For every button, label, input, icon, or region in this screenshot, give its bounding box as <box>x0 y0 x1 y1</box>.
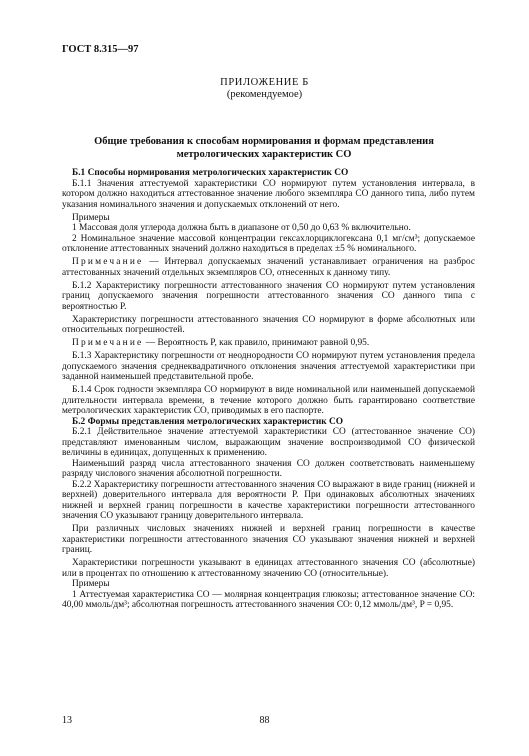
examples-label: Примеры <box>72 212 110 223</box>
section-heading: Б.1 Способы нормирования метрологических характеристик СО <box>72 168 349 178</box>
example-item: 1 Аттестуемая характеристика СО — молярная концентрация глюкозы; аттестованное значение СО: 40,00 ммоль/дм³; абсолютная погрешность аттестованного значения СО: 0,12 ммоль/дм³, P = 0,95. <box>62 589 475 610</box>
document-code: ГОСТ 8.315—97 <box>62 44 139 55</box>
paragraph: Б.1.1 Значения аттестуемой характеристики СО нормируют путем установления интервала, в котором должно находиться аттестованное значение любого экземпляра СО данного типа, либо путем указания номинального значения и допускаемых отклонений от него. <box>62 178 475 210</box>
paragraph: Характеристики погрешности указывают в единицах аттестованного значения СО (абсолютные) или в процентах по отношению к аттестованному значению СО (относительные). <box>62 558 475 579</box>
page-number: 88 <box>259 715 270 726</box>
paragraph: Б.1.2 Характеристику погрешности аттестованного значения СО нормируют путем установления границ допускаемого значения погрешности аттестованного значения СО данного типа с вероятностью P. <box>62 280 475 312</box>
paragraph: Наименьший разряд числа аттестованного значения СО должен соответствовать наименьшему разряду числового значения абсолютной погрешности. <box>62 458 475 479</box>
document-title-line-2: метрологических характеристик СО <box>176 148 352 160</box>
example-item: 2 Номинальное значение массовой концентрации гексахлорциклогексана 0,1 мг/см³; допускаемое отклонение аттестованных значений должно находиться в пределах ±5 % номинального. <box>62 233 475 254</box>
document-body <box>62 168 475 611</box>
section-heading: Б.2 Формы представления метрологических характеристик СО <box>72 416 344 427</box>
document-title <box>62 136 466 161</box>
examples-label: Примеры <box>72 579 110 589</box>
paragraph: Б.2.2 Характеристику погрешности аттестованного значения СО выражают в виде границ (нижней и верхней) доверительного интервала для вероятности P. При одинаковых абсолютных значениях нижней и верхней границ погрешности в качестве характеристики погрешности аттестованного значения СО указывают границу доверительного интервала. <box>62 479 475 521</box>
note <box>62 338 475 349</box>
appendix-title: ПРИЛОЖЕНИЕ Б <box>220 77 309 88</box>
footer-left-number: 13 <box>62 715 72 726</box>
note <box>62 257 475 278</box>
note-text: — Интервал допускаемых значений устанавливает ограничения на разброс аттестованных значений отдельных экземпляров СО, отнесенных к данному типу. <box>62 257 475 278</box>
note-label: Примечание <box>72 338 144 348</box>
document-title-line-1: Общие требования к способам нормирования и формам представления <box>94 136 434 147</box>
example-item: 1 Массовая доля углерода должна быть в диапазоне от 0,50 до 0,63 % включительно. <box>72 223 411 233</box>
paragraph: Характеристику погрешности аттестованного значения СО нормируют в форме абсолютных или относительных погрешностей. <box>62 314 475 335</box>
note-label: Примечание <box>72 257 144 267</box>
paragraph: Б.1.3 Характеристику погрешности от неоднородности СО нормируют путем установления предела допускаемого значения среднеквадратичного отклонения значения аттестуемой характеристики при заданной наименьшей представительной пробе. <box>62 351 475 382</box>
paragraph: Б.1.4 Срок годности экземпляра СО нормируют в виде номинальной или наименьшей допускаемой длительности интервала времени, в течение которого должно быть гарантировано соответствие метрологических характеристик СО, приводимых в его паспорте. <box>62 385 475 416</box>
appendix-subtitle: (рекомендуемое) <box>226 89 303 100</box>
paragraph: При различных числовых значениях нижней и верхней границ погрешности в качестве характеристики погрешности аттестованного значения СО указывают значения нижней и верхней границ. <box>62 524 475 555</box>
note-text: — Вероятность P, как правило, принимают равной 0,95. <box>143 338 370 348</box>
paragraph: Б.2.1 Действительное значение аттестуемой характеристики СО (аттестованное значение СО) представляют именованным числом, выражающим значение воспроизводимой СО физической величины в единицах, допущенных к применению. <box>62 427 475 458</box>
